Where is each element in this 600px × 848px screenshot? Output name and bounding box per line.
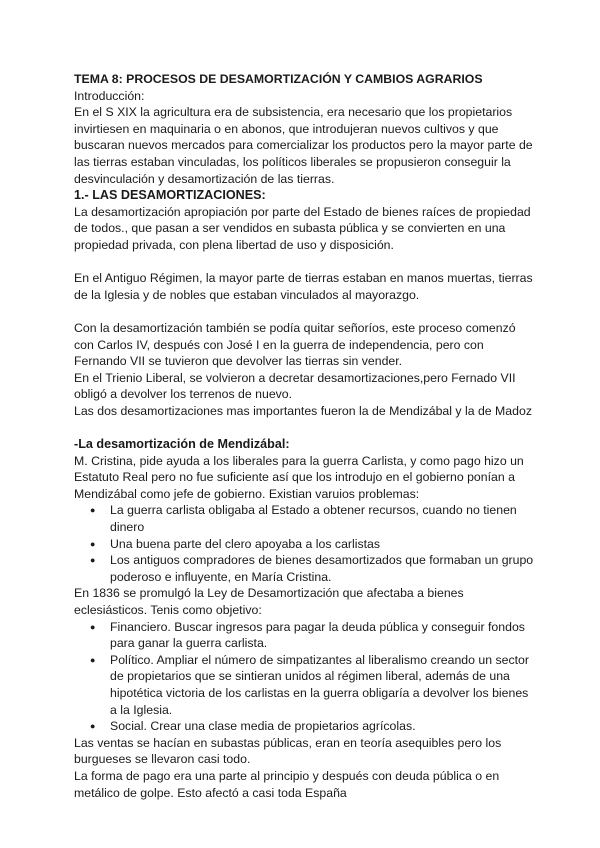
paragraph-definition: La desamortización apropiación por parte del Estado de bienes raíces de propiedad de todos., que pasan a ser vendidos en subasta pública y se convierten en una propiedad privada, con plena libertad de uso y disposición. [74,204,531,252]
list-item: ● Social. Crear una clase media de propietarios agrícolas. [110,718,534,735]
paragraph-ley-1836: En 1836 se promulgó la Ley de Desamortización que afectaba a bienes eclesiásticos. Tenis como objetivo: [74,586,464,617]
intro-label: Introducción: [74,88,145,103]
intro-paragraph: En el S XIX la agricultura era de subsistencia, era necesario que los propietarios invirtiesen en maquinaria o en abonos, que introdujeran nuevos cultivos y que buscaran nuevos mercados para comercializar los productos pero la mayor parte de las tierras estaban vinculadas, los políticos liberales se propusieron conseguir la desvinculación y desamortización de las tierras. [74,105,533,186]
list-item: ● Los antiguos compradores de bienes desamortizados que formaban un grupo poderoso e influyente, en María Cristina. [110,552,534,585]
objectives-list [74,619,534,735]
document-page [74,71,534,801]
section-heading-mendizabal: -La desamortización de Mendizábal: [74,437,290,452]
list-item: ● Una buena parte del clero apoyaba a los carlistas [110,536,534,553]
blank-line [74,254,534,271]
paragraph-trienio-liberal: En el Trienio Liberal, se volvieron a decretar desamortizaciones,pero Fernado VII obligó a devolver los terrenos de nuevo. [74,370,516,402]
list-item: ● La guerra carlista obligaba al Estado a obtener recursos, cuando no tienen dinero [110,502,534,535]
document-title: TEMA 8: PROCESOS DE DESAMORTIZACIÓN Y CAMBIOS AGRARIOS [74,72,483,86]
problems-list [74,502,534,585]
paragraph-antiguo-regimen: En el Antiguo Régimen, la mayor parte de tierras estaban en manos muertas, tierras de la Iglesia y de nobles que estaban vinculados al mayorazgo. [74,271,533,302]
paragraph-senorios: Con la desamortización también se podía quitar señoríos, este proceso comenzó con Carlos IV, después con José I en la guerra de independencia, pero con Fernando VII se tuvieron que devolver las tierras sin vender. [74,320,516,369]
paragraph-ventas: Las ventas se hacían en subastas públicas, eran en teoría asequibles pero los burgueses se llevaron casi todo. [74,735,502,767]
blank-line [74,303,534,320]
paragraph-mendizabal-madoz: Las dos desamortizaciones mas importantes fueron la de Mendizábal y la de Madoz [74,403,532,418]
list-item: ● Político. Ampliar el número de simpatizantes al liberalismo creando un sector de propietarios que se sintieran unidos al régimen liberal, además de una hipotética victoria de los carlistas en la guerra obligaría a devolver los bienes a la Iglesia. [110,652,534,718]
blank-line [74,419,534,436]
section-heading-desamortizaciones: 1.- LAS DESAMORTIZACIONES: [74,188,266,203]
paragraph-cristina: M. Cristina, pide ayuda a los liberales para la guerra Carlista, y como pago hizo un Estatuto Real pero no fue suficiente así que los introdujo en el gobierno ponían a Mendizábal como jefe de gobierno. Existian varuios problemas: [74,453,524,501]
list-item: ● Financiero. Buscar ingresos para pagar la deuda pública y conseguir fondos para ganar la guerra carlista. [110,619,534,652]
paragraph-forma-pago: La forma de pago era una parte al principio y después con deuda pública o en metálico de golpe. Esto afectó a casi toda España [74,768,500,800]
